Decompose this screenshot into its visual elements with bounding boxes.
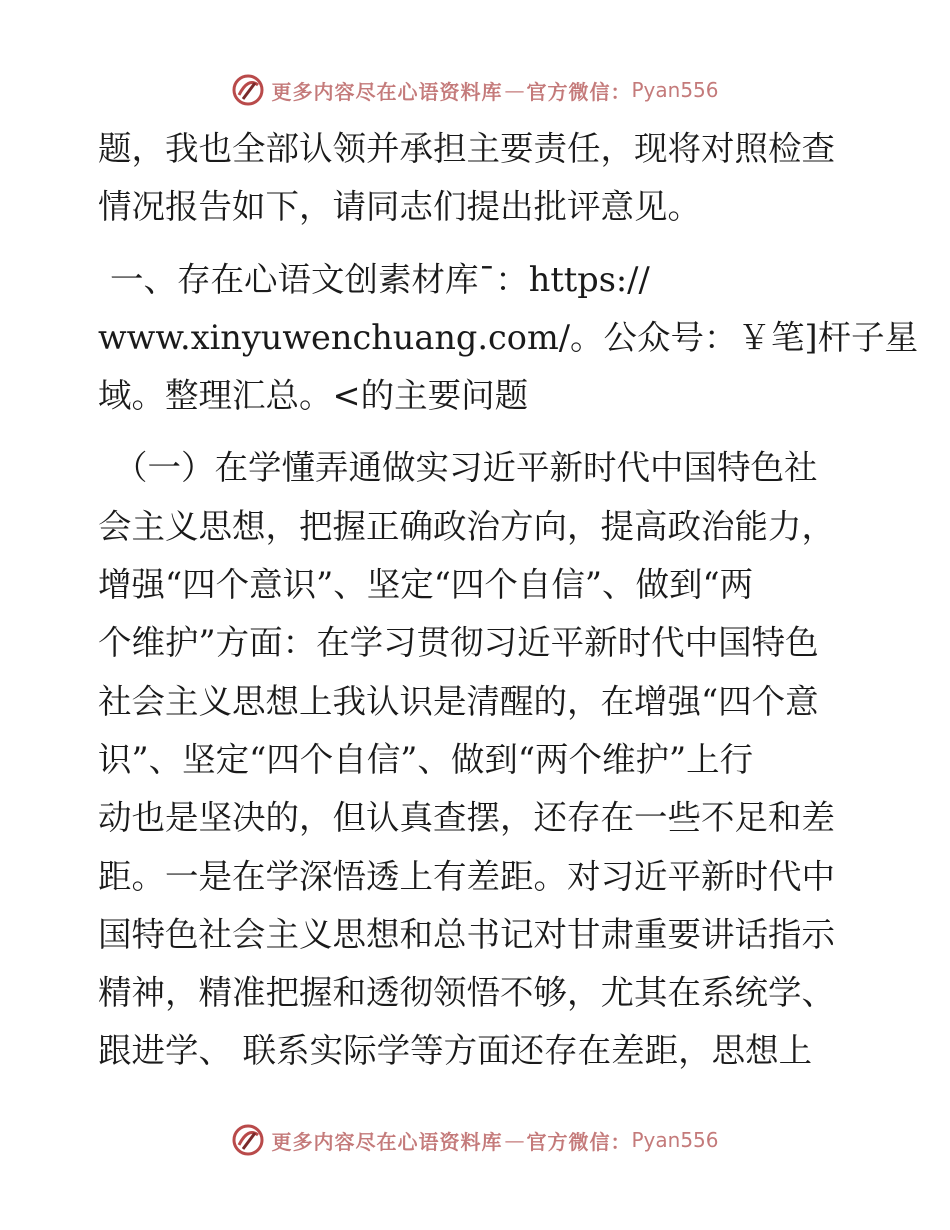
header-banner-separator: — [504, 78, 525, 102]
footer-account-id: Pyan556 [631, 1128, 719, 1152]
text-line: 增强“四个意识”、坚定“四个自信”、做到“两 [98, 565, 754, 605]
text-line: 国特色社会主义思想和总书记对甘肃重要讲话指示 [98, 914, 835, 954]
text-line: （一）在学懂弄通做实习近平新时代中国特色社 [114, 448, 818, 488]
text-line: 情况报告如下，请同志们提出批评意见。 [98, 187, 701, 227]
paragraph-subsection-1 [98, 439, 858, 1080]
logo-icon [231, 73, 265, 107]
footer-watermark-banner [0, 1118, 950, 1162]
footer-account-label: 官方微信： [526, 1129, 632, 1154]
header-watermark-banner [0, 68, 950, 112]
text-line: 会主义思想，把握正确政治方向，提高政治能力， [98, 506, 835, 546]
header-account-label: 官方微信： [526, 79, 632, 104]
document-body [98, 120, 919, 1081]
footer-banner-text: 更多内容尽在心语资料库 [271, 1129, 503, 1154]
footer-banner-separator: — [504, 1128, 525, 1152]
text-line: 跟进学、 联系实际学等方面还存在差距，思想上 [98, 1031, 813, 1071]
text-line: 精神，精准把握和透彻领悟不够，尤其在系统学、 [98, 973, 835, 1013]
text-line: 距。一是在学深悟透上有差距。对习近平新时代中 [98, 856, 835, 896]
text-line: 个维护”方面：在学习贯彻习近平新时代中国特色 [98, 623, 819, 663]
section-heading [98, 251, 919, 426]
text-line: 识”、坚定“四个自信”、做到“两个维护”上行 [98, 739, 754, 779]
text-line: 域。整理汇总。<的主要问题 [98, 376, 529, 416]
text-line: 一、存在心语文创素材库¯：https:// [110, 259, 650, 299]
header-banner-text: 更多内容尽在心语资料库 [271, 79, 503, 104]
header-account-id: Pyan556 [631, 78, 719, 102]
text-line: www.xinyuwenchuang.com/。公众号：￥笔]杆子星 [98, 317, 919, 357]
paragraph-continuation [98, 120, 858, 237]
text-line: 题，我也全部认领并承担主要责任，现将对照检查 [98, 129, 835, 168]
logo-icon [231, 1123, 265, 1157]
text-line: 社会主义思想上我认识是清醒的，在增强“四个意 [98, 681, 819, 721]
text-line: 动也是坚决的，但认真查摆，还存在一些不足和差 [98, 798, 835, 838]
